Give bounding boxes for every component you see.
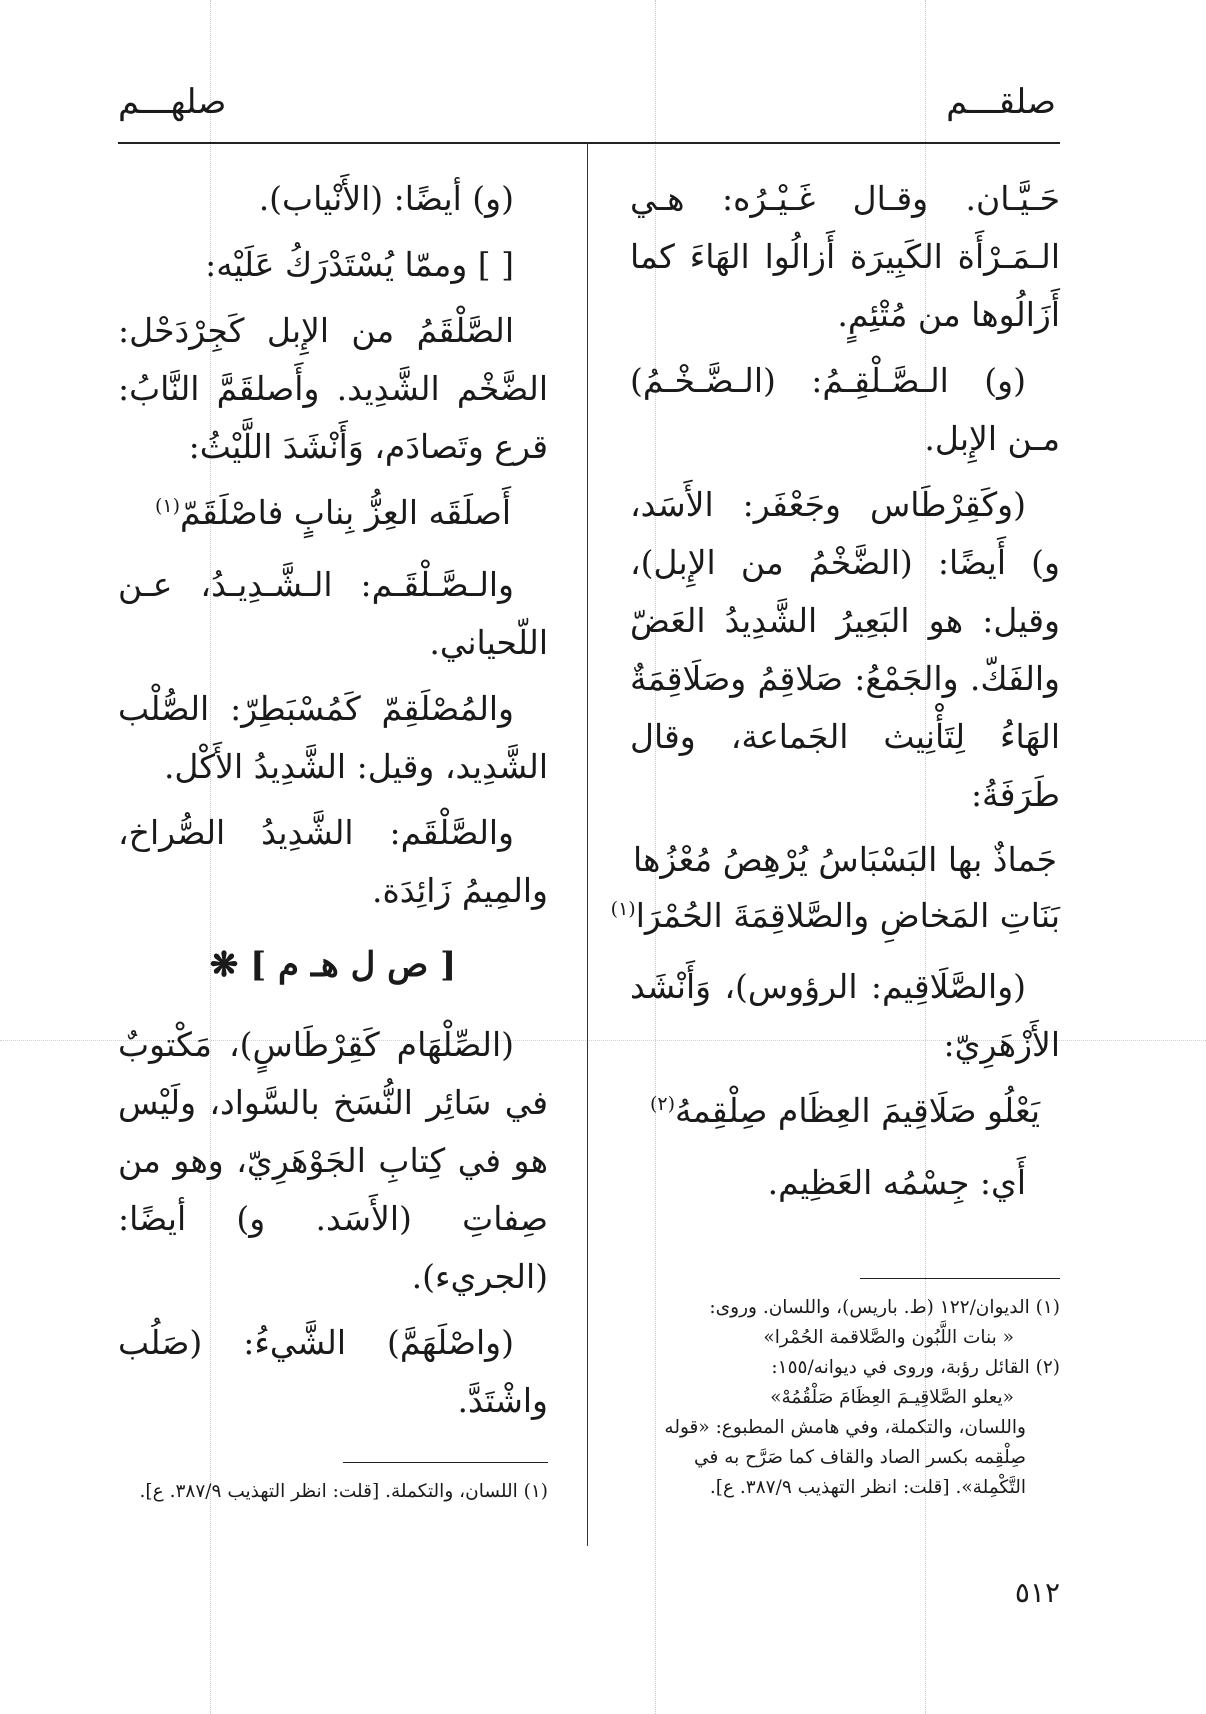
verse-line: يَعْلُو صَلَاقِيمَ العِظَام صِلْقِمهُ bbox=[675, 1091, 1041, 1130]
page-number: ٥١٢ bbox=[1014, 1576, 1060, 1609]
paragraph: (وكَقِرْطَاس وجَعْفَر: الأَسَد، و) أَيضًا: (الضَّخْمُ من الإِبل)، وقيل: هو البَعِيرُ الشَّدِيدُ العَضّ والفَكّ. والجَمْعُ: صَلاقِمُ وصَلَاقِمَةٌ الهَاءُ لِتَأْنِيث الجَماعة، وقال طَرَفَةُ: bbox=[630, 485, 1060, 814]
paragraph: (واصْلَهَمَّ) الشَّيءُ: (صَلُب واشْتَدَّ. bbox=[118, 1323, 548, 1420]
running-header-right: صلقـــم bbox=[946, 82, 1056, 122]
footnote-rule bbox=[860, 1278, 1060, 1279]
footnote-marker: (٢) bbox=[649, 1093, 675, 1115]
footnotes-right bbox=[630, 1278, 1060, 1503]
footnote: (٢) القائل رؤبة، وروى في ديوانه/١٥٥: bbox=[771, 1357, 1060, 1378]
left-column bbox=[118, 170, 548, 1438]
column-divider bbox=[587, 142, 588, 1546]
right-column bbox=[610, 170, 1060, 1220]
footnote: (١) اللسان، والتكملة. [قلت: انظر التهذيب ٣٨٧/٩. ع]. bbox=[139, 1481, 548, 1502]
footnote-marker: (١) bbox=[154, 495, 181, 517]
verse-line: أَصلَقَه العِزُّ بِنابٍ فاصْلَقَمّ bbox=[180, 493, 512, 532]
entry-heading: [ ص ل هـ م ] ❋ bbox=[209, 945, 457, 985]
running-header-left: صلهـــم bbox=[118, 82, 227, 122]
verse-line-wrapper bbox=[610, 888, 1060, 944]
paragraph: حَـيَّـان. وقـال غَـيْـرُه: هـي الـمَـرْأَة الكَبِيرَة أَزالُوا الهَاءَ كما أَزَالُوها من مُتْئِمٍ. bbox=[630, 179, 1060, 334]
paragraph: أَي: جِسْمُه العَظِيم. bbox=[767, 1163, 1026, 1202]
verse-couplet bbox=[610, 832, 1060, 944]
footnote: (١) الديوان/١٢٢ (ط. باريس)، واللسان. وروى: bbox=[709, 1297, 1060, 1318]
paragraph: [ ] وممّا يُسْتَدْرَكُ عَلَيْه: bbox=[205, 245, 514, 284]
verse-line-wrapper bbox=[630, 1082, 1060, 1140]
footnote-rule bbox=[343, 1462, 548, 1463]
footnote-quote: « بنات اللَّبُون والصَّلاقمة الحُمْرا» bbox=[763, 1327, 1014, 1348]
footnote-continuation: واللسان، والتكملة، وفي هامش المطبوع: «قوله صِلْقِمه بكسر الصاد والقاف كما صَرَّح به في التَّكْمِلة». [قلت: انظر التهذيب ٣٨٧/٩. ع]. bbox=[664, 1417, 1026, 1498]
footnotes-left bbox=[118, 1462, 548, 1507]
header-rule bbox=[118, 142, 1060, 144]
verse-line-wrapper bbox=[118, 484, 548, 542]
paragraph: الصَّلْقَمُ من الإِبل كَجِرْدَحْل: الضَّخْم الشَّدِيد. وأَصلقَمَّ النَّابُ: قرع وتَصادَم، وَأَنْشَدَ اللَّيْثُ: bbox=[118, 311, 548, 466]
paragraph: (والصَّلَاقِيم: الرؤوس)، وَأَنْشَد الأَزْهَرِيّ: bbox=[630, 967, 1060, 1064]
paragraph: والـصَّـلْقَـم: الـشَّـدِيـدُ، عـن اللّحياني. bbox=[118, 565, 548, 662]
paragraph: (و) الـصَّـلْقِـمُ: (الـضَّـخْـمُ) مـن الإِبل. bbox=[630, 361, 1060, 458]
paragraph: والصَّلْقَم: الشَّدِيدُ الصُّراخ، والمِيمُ زَائِدَة. bbox=[118, 813, 548, 910]
verse-line: جَماذٌ بها البَسْبَاسُ يُرْهِصُ مُعْزُها bbox=[632, 840, 1058, 879]
footnote-quote: «يعلو الصَّلاقِيـمَ العِظَامَ صَلْقُمُهْ» bbox=[770, 1387, 1014, 1408]
paragraph: والمُصْلَقِمّ كَمُسْبَطِرّ: الصُّلْب الشَّدِيد، وقيل: الشَّدِيدُ الأَكْل. bbox=[118, 689, 548, 786]
paragraph: (الصِّلْهَام كَقِرْطَاسٍ)، مَكْتوبٌ في سَائِر النُّسَخ بالسَّواد، ولَيْس هو في كِتابِ الجَوْهَرِيّ، وهو من صِفاتِ (الأَسَد. و) أيضًا: (الجريء). bbox=[118, 1025, 548, 1296]
footnote-marker: (١) bbox=[610, 898, 636, 920]
verse-line: بَنَاتِ المَخاضِ والصَّلاقِمَةَ الحُمْرَا bbox=[635, 896, 1060, 935]
paragraph: (و) أيضًا: (الأَنْياب). bbox=[258, 179, 514, 218]
